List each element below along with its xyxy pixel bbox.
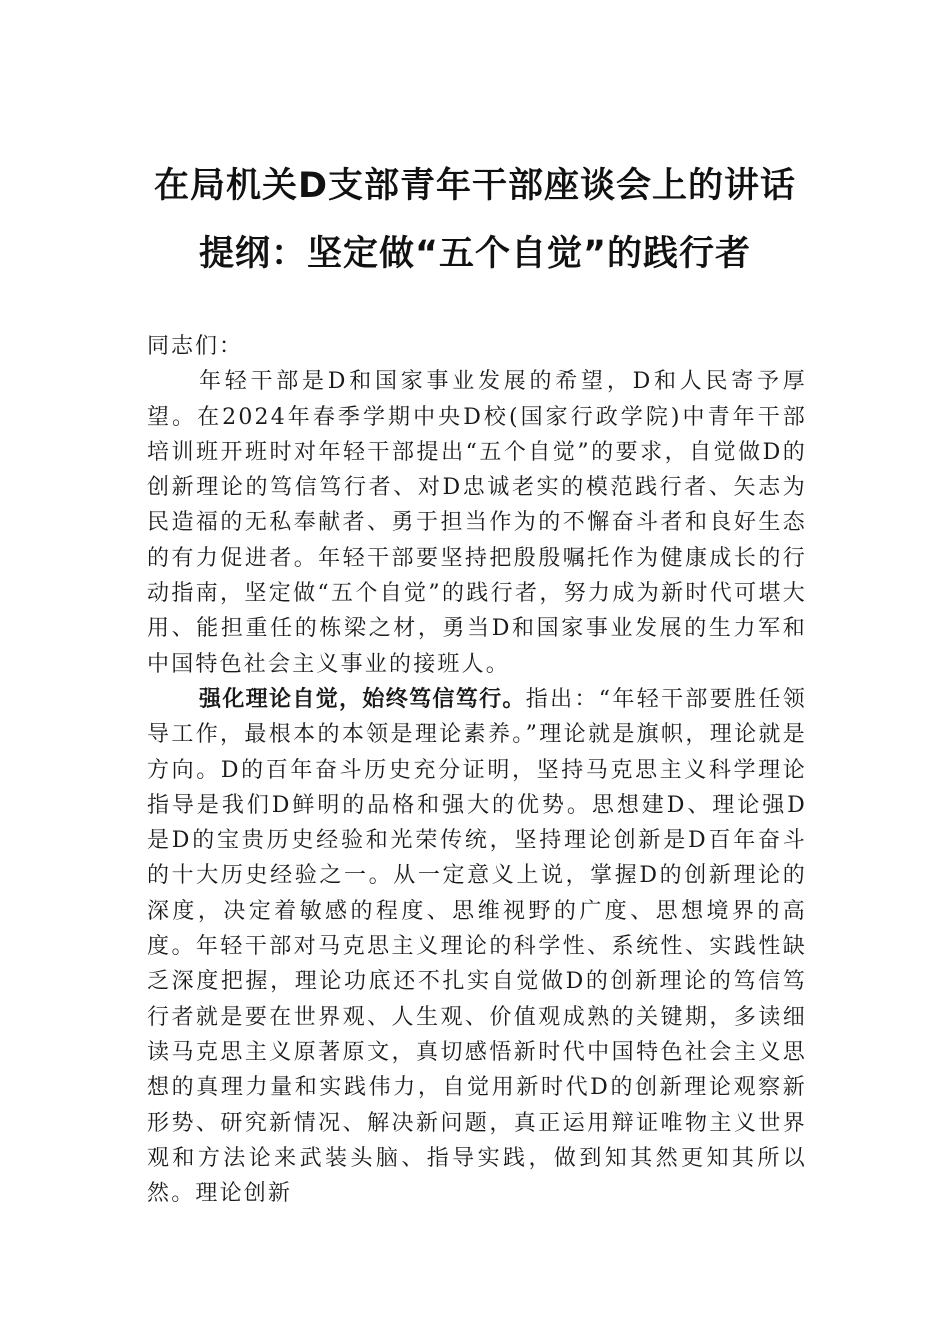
document-body [147, 329, 807, 1211]
salutation: 同志们： [147, 334, 244, 359]
paragraph-section-1 [147, 682, 807, 1211]
section-1-body: 指出：“年轻干部要胜任领导工作，最根本的本领是理论素养。”理论就是旗帜，理论就是方向。D的百年奋斗历史充分证明，坚持马克思主义科学理论指导是我们D鲜明的品格和强大的优势。思想建D、理论强D是D的宝贵历史经验和光荣传统，坚持理论创新是D百年奋斗的十大历史经验之一。从一定意义上说，掌握D的创新理论的深度，决定着敏感的程度、思维视野的广度、思想境界的高度。年轻干部对马克思主义理论的科学性、系统性、实践性缺乏深度把握，理论功底还不扎实自觉做D的创新理论的笃信笃行者就是要在世界观、人生观、价值观成熟的关键期，多读细读马克思主义原著原文，真切感悟新时代中国特色社会主义思想的真理力量和实践伟力，自觉用新时代D的创新理论观察新形势、研究新情况、解决新问题，真正运用辩证唯物主义世界观和方法论来武装头脑、指导实践，做到知其然更知其所以然。理论创新 [147, 686, 807, 1207]
section-1-heading: 强化理论自觉，始终笃信笃行。 [199, 686, 526, 712]
document-title-line-2: 提纲：坚定做“五个自觉”的践行者 [198, 234, 751, 274]
paragraph-intro: 年轻干部是D和国家事业发展的希望，D和人民寄予厚望。在2024年春季学期中央D校(国家行政学院)中青年干部培训班开班时对年轻干部提出“五个自觉”的要求，自觉做D的创新理论的笃信笃行者、对D忠诚老实的模范践行者、矢志为民造福的无私奉献者、勇于担当作为的不懈奋斗者和良好生态的有力促进者。年轻干部要坚持把殷殷嘱托作为健康成长的行动指南，坚定做“五个自觉”的践行者，努力成为新时代可堪大用、能担重任的栋梁之材，勇当D和国家事业发展的生力军和中国特色社会主义事业的接班人。 [147, 369, 807, 677]
document-title-line-1: 在局机关D支部青年干部座谈会上的讲话 [153, 166, 797, 206]
